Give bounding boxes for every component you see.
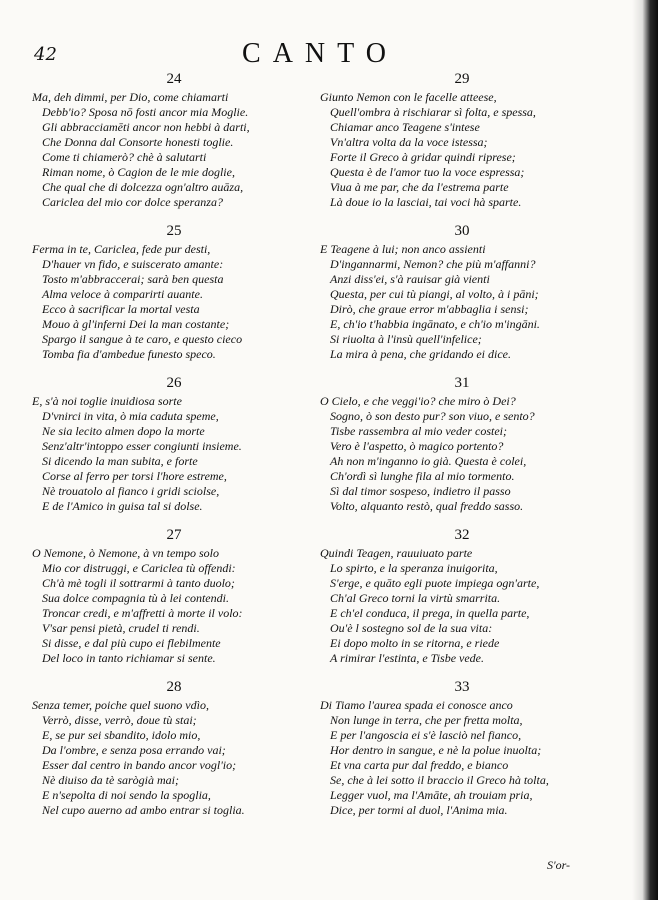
verse-line: E, se pur sei sbandito, idolo mio, <box>42 728 201 742</box>
running-head: CANTO <box>242 38 398 69</box>
verse-line: Ecco à sacrificar la mortal vesta <box>42 302 200 316</box>
verse-line: E, ch'io t'habbia ingānato, e ch'io m'ingāni. <box>330 317 540 331</box>
verse-line: E ch'el conduca, il prega, in quella parte, <box>330 606 530 620</box>
verse-line: Di Tiamo l'aurea spada ei conosce anco <box>320 698 513 712</box>
verse-line: Ch'al Greco torni la virtù smarrita. <box>330 591 501 605</box>
verse-line: Spargo il sangue à te caro, e questo cieco <box>42 332 243 346</box>
verse-line: Alma veloce à comparirti auante. <box>42 287 203 301</box>
verse-line: Viua à me par, che da l'estrema parte <box>330 180 509 194</box>
stanza-number: 25 <box>166 223 182 239</box>
verse-line: Si dicendo la man subita, e forte <box>42 454 198 468</box>
verse-line: Vero è l'aspetto, ò magico portento? <box>330 439 504 453</box>
verse-line: Gli abbracciamēti ancor non hebbi à darti, <box>42 120 250 134</box>
stanza <box>32 372 316 514</box>
verse-line: Dirò, che graue error m'abbaglia i sensi; <box>330 302 529 316</box>
verse-line: Senza temer, poiche quel suono vdìo, <box>32 698 209 712</box>
verse-line: Dice, per tormi al duol, l'Anima mia. <box>330 803 508 817</box>
verse-line: Ne sia lecito almen dopo la morte <box>42 424 205 438</box>
verse-line: Cariclea del mio cor dolce speranza? <box>42 195 223 209</box>
verse-line: Ch'à mè togli il sottrarmi à tanto duolo; <box>42 576 235 590</box>
stanza-lines <box>320 698 604 818</box>
verse-line: Legger vuol, ma l'Amāte, ah trouiam pria, <box>330 788 533 802</box>
verse-line: Questa, per cui tù piangi, al volto, à i pāni; <box>330 287 539 301</box>
verse-line: Forte il Greco à gridar quindi riprese; <box>330 150 516 164</box>
verse-line: Si riuolta à l'insù quell'infelice; <box>330 332 482 346</box>
stanza <box>320 68 604 210</box>
verse-line: E per l'angoscia ei s'è lasciò nel fianco, <box>330 728 522 742</box>
verse-line: Là doue io la lasciai, tai voci hà sparte. <box>330 195 522 209</box>
verse-line: O Nemone, ò Nemone, à vn tempo solo <box>32 546 219 560</box>
verse-line: Tosto m'abbraccerai; sarà ben questa <box>42 272 224 286</box>
verse-line: Giunto Nemon con le facelle atteese, <box>320 90 497 104</box>
stanza-number: 26 <box>166 375 182 391</box>
verse-line: A rimirar l'estinta, e Tisbe vede. <box>330 651 485 665</box>
stanza <box>320 524 604 666</box>
verse-line: Nè trouatolo al fianco i gridi sciolse, <box>42 484 220 498</box>
stanza-lines <box>320 546 604 666</box>
stanza-number: 32 <box>454 527 470 543</box>
stanza-lines <box>32 698 316 818</box>
verse-line: Se, che à lei sotto il braccio il Greco hà tolta, <box>330 773 549 787</box>
verse-line: E de l'Amico in guisa tal si dolse. <box>42 499 203 513</box>
verse-line: Che qual che di dolcezza ogn'altro auāza, <box>42 180 244 194</box>
stanza-lines <box>320 90 604 210</box>
verse-line: Nè diuiso da tè sarògià mai; <box>42 773 179 787</box>
stanza <box>320 372 604 514</box>
page-edge-shadow <box>632 0 658 900</box>
verse-line: Hor dentro in sangue, e nè la polue inuolta; <box>330 743 542 757</box>
stanza-number: 30 <box>454 223 470 239</box>
verse-line: Lo spirto, e la speranza inuigorita, <box>330 561 498 575</box>
verse-line: V'sar pensi pietà, crudel ti rendi. <box>42 621 200 635</box>
stanza-lines <box>32 242 316 362</box>
right-column <box>320 68 604 828</box>
verse-line: O Cielo, e che veggi'io? che miro ò Dei? <box>320 394 516 408</box>
verse-line: Che Donna dal Consorte honesti toglie. <box>42 135 234 149</box>
page-number: 42 <box>34 44 57 65</box>
verse-line: S'erge, e quāto egli puote impiega ogn'arte, <box>330 576 540 590</box>
verse-line: Si disse, e dal più cupo ei flebilmente <box>42 636 221 650</box>
stanza <box>320 676 604 818</box>
left-column <box>32 68 316 828</box>
verse-line: Da l'ombre, e senza posa errando vai; <box>42 743 226 757</box>
verse-line: E Teagene à lui; non anco assienti <box>320 242 486 256</box>
verse-line: D'vnirci in vita, ò mia caduta speme, <box>42 409 219 423</box>
stanza-lines <box>320 242 604 362</box>
verse-line: D'ingannarmi, Nemon? che più m'affanni? <box>330 257 536 271</box>
verse-line: Tomba fia d'ambedue funesto speco. <box>42 347 216 361</box>
stanza-number: 28 <box>166 679 182 695</box>
verse-line: Et vna carta pur dal freddo, e bianco <box>330 758 509 772</box>
verse-line: Sua dolce compagnia tù à lei contendi. <box>42 591 229 605</box>
verse-line: Anzi diss'ei, s'à rauisar già vienti <box>330 272 490 286</box>
verse-line: Ei dopo molto in se ritorna, e riede <box>330 636 500 650</box>
verse-line: Corse al ferro per torsi l'hore estreme, <box>42 469 227 483</box>
verse-line: E, s'à noi toglie inuidiosa sorte <box>32 394 182 408</box>
verse-line: Chiamar anco Teagene s'intese <box>330 120 480 134</box>
verse-line: Mio cor distruggi, e Cariclea tù offendi: <box>42 561 236 575</box>
verse-line: Volto, alquanto restò, qual freddo sasso. <box>330 499 524 513</box>
stanza-number: 24 <box>166 71 182 87</box>
verse-line: E n'sepolta di noi sendo la spoglia, <box>42 788 211 802</box>
stanza-number: 29 <box>454 71 470 87</box>
stanza <box>320 220 604 362</box>
catchword: S'or- <box>547 858 570 872</box>
stanza-number: 31 <box>454 375 470 391</box>
verse-line: Non lunge in terra, che per fretta molta, <box>330 713 523 727</box>
stanza-lines <box>32 546 316 666</box>
verse-line: Esser dal centro in bando ancor vogl'io; <box>42 758 237 772</box>
verse-line: Come ti chiamerò? chè à salutarti <box>42 150 207 164</box>
verse-line: Debb'io? Sposa nō fosti ancor mia Moglie. <box>42 105 249 119</box>
stanza <box>32 68 316 210</box>
stanza <box>32 676 316 818</box>
verse-line: Senz'altr'intoppo esser congiunti insieme. <box>42 439 242 453</box>
verse-line: Vn'altra volta da la voce istessa; <box>330 135 488 149</box>
verse-line: Sogno, ò son desto pur? son viuo, e sento? <box>330 409 535 423</box>
stanza-lines <box>32 394 316 514</box>
stanza <box>32 220 316 362</box>
verse-line: Ch'ordì sì lunghe fila al mio tormento. <box>330 469 515 483</box>
stanza-number: 33 <box>454 679 470 695</box>
verse-line: Ah non m'inganno io già. Questa è colei, <box>330 454 527 468</box>
stanza-number: 27 <box>166 527 182 543</box>
verse-line: Ou'è l sostegno sol de la sua vita: <box>330 621 493 635</box>
verse-line: Sì dal timor sospeso, indietro il passo <box>330 484 511 498</box>
verse-line: Ferma in te, Cariclea, fede pur desti, <box>32 242 211 256</box>
stanza-lines <box>32 90 316 210</box>
verse-line: Quell'ombra à rischiarar sì folta, e spessa, <box>330 105 536 119</box>
verse-line: Verrò, disse, verrò, doue tù stai; <box>42 713 197 727</box>
verse-line: Troncar credi, e m'affretti à morte il volo: <box>42 606 243 620</box>
verse-line: Riman nome, ò Cagion de le mie doglie, <box>42 165 235 179</box>
verse-line: Nel cupo auerno ad ambo entrar si toglia. <box>42 803 245 817</box>
verse-line: Questa è de l'amor tuo la voce espressa; <box>330 165 525 179</box>
verse-line: Mouo à gl'inferni Dei la man costante; <box>42 317 230 331</box>
verse-line: Tisbe rassembra al mio veder costei; <box>330 424 507 438</box>
verse-line: Quindi Teagen, rauuiuato parte <box>320 546 473 560</box>
verse-line: La mira à pena, che gridando ei dice. <box>330 347 511 361</box>
verse-line: D'hauer vn fido, e suiscerato amante: <box>42 257 224 271</box>
stanza-lines <box>320 394 604 514</box>
stanza <box>32 524 316 666</box>
verse-line: Ma, deh dimmi, per Dio, come chiamarti <box>32 90 229 104</box>
verse-line: Del loco in tanto richiamar si sente. <box>42 651 216 665</box>
